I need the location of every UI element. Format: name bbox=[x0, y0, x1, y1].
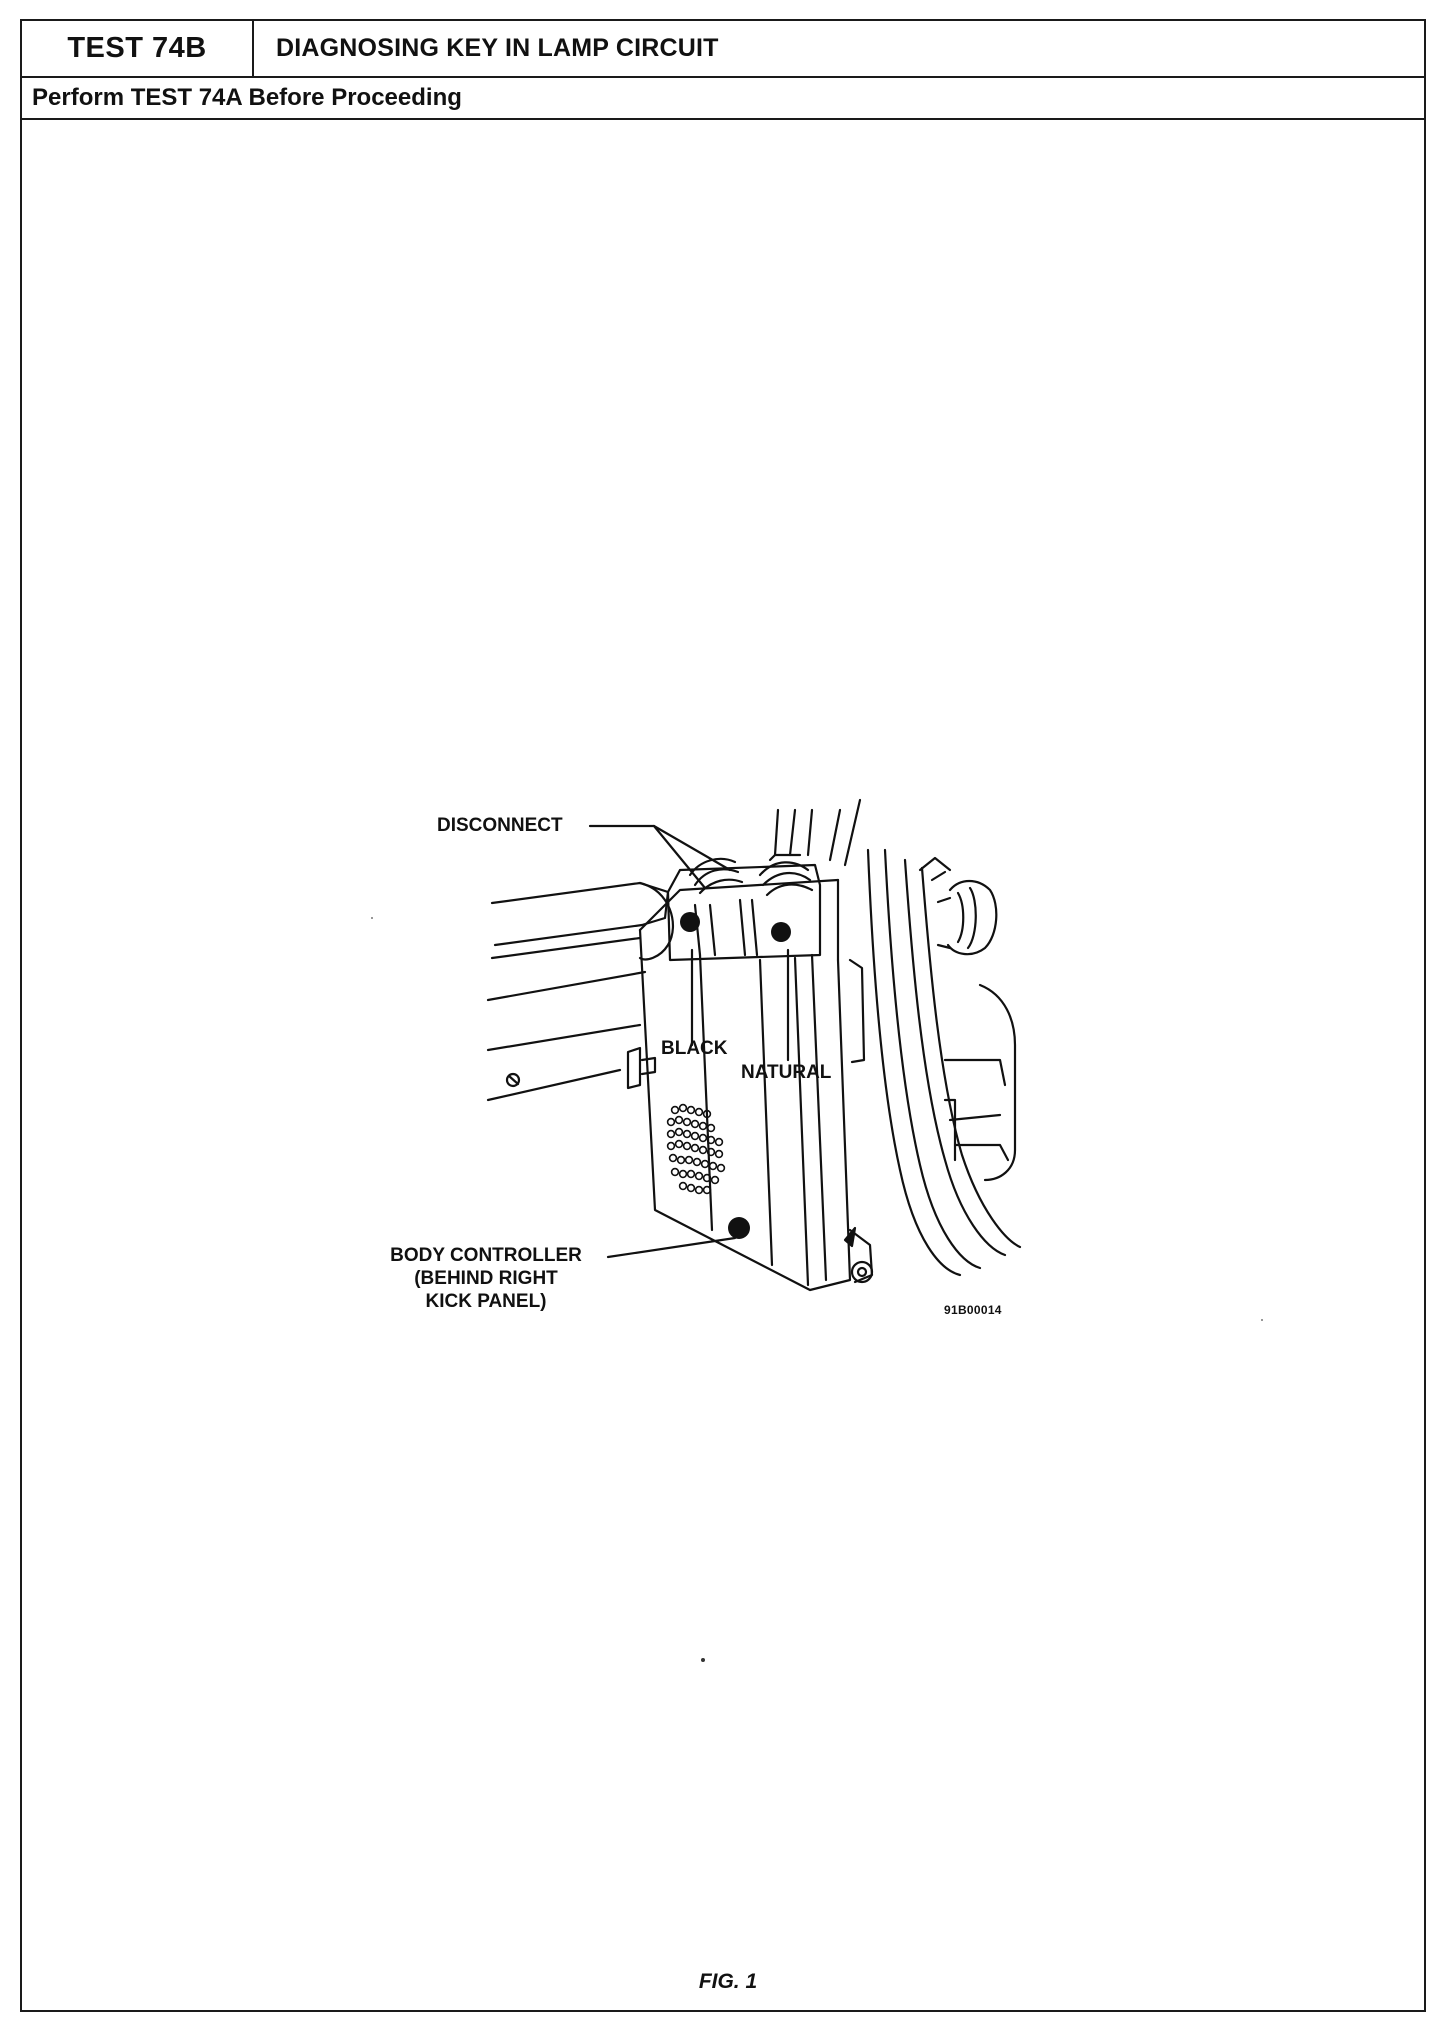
callout-disconnect: DISCONNECT bbox=[437, 815, 563, 836]
callout-body-controller-line1: BODY CONTROLLER bbox=[390, 1245, 582, 1266]
figure-caption: FIG. 1 bbox=[698, 1970, 758, 1993]
prerequisite-note: Perform TEST 74A Before Proceeding bbox=[22, 78, 1424, 120]
callout-body-controller-line3: KICK PANEL) bbox=[425, 1291, 547, 1312]
test-title: DIAGNOSING KEY IN LAMP CIRCUIT bbox=[276, 34, 719, 62]
callout-body-controller bbox=[370, 1244, 602, 1313]
callout-black: BLACK bbox=[661, 1038, 728, 1059]
callout-natural: NATURAL bbox=[741, 1062, 832, 1083]
callout-body-controller-line2: (BEHIND RIGHT bbox=[414, 1268, 558, 1289]
figure-code: 91B00014 bbox=[944, 1303, 1002, 1317]
test-id: TEST 74B bbox=[22, 21, 254, 76]
